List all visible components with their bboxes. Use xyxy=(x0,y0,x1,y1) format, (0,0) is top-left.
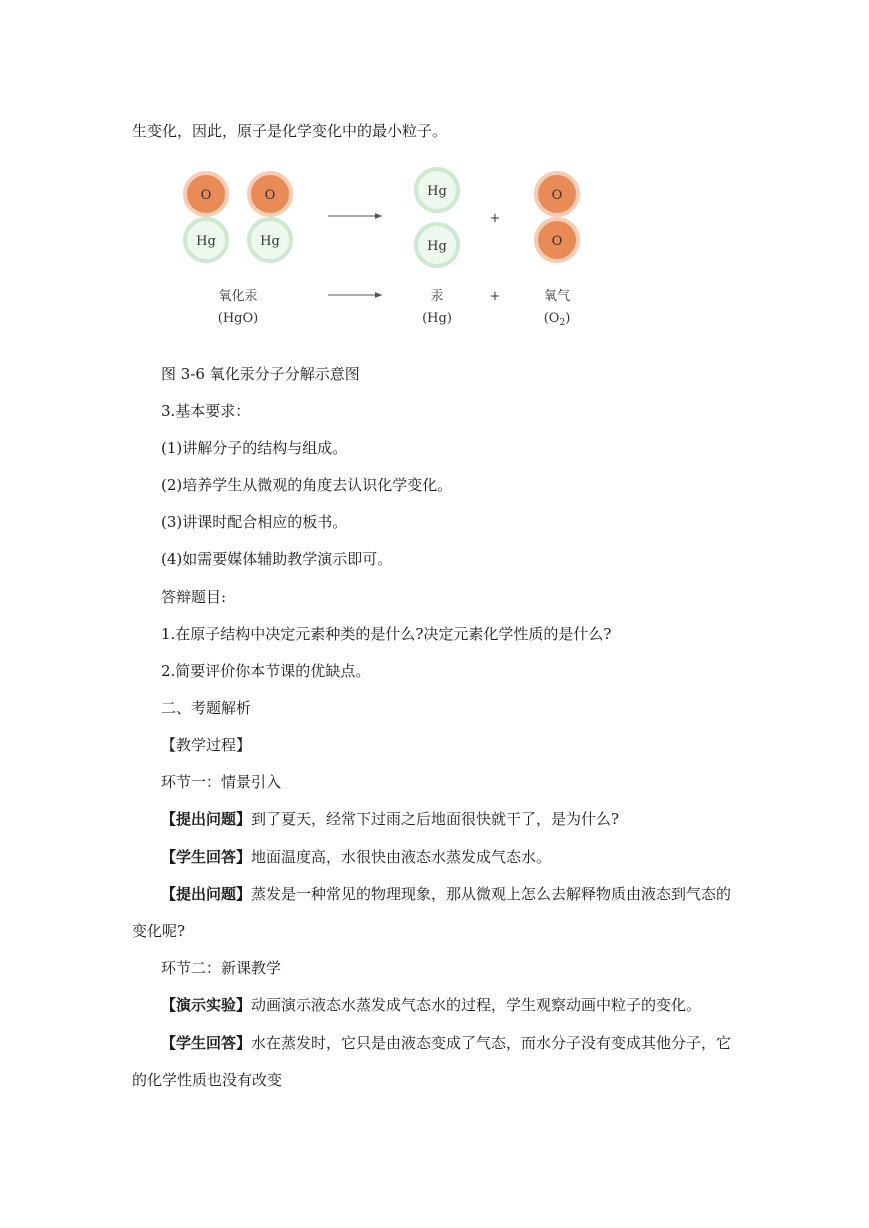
mercury-atom-label: Hg xyxy=(260,234,280,249)
intro-line: 生变化，因此，原子是化学变化中的最小粒子。 xyxy=(132,122,448,140)
question-tag: 【提出问题】 xyxy=(161,810,252,828)
answer-1 xyxy=(161,847,551,867)
question-2 xyxy=(161,884,731,904)
answer-2 xyxy=(161,1033,731,1053)
answer-2-continuation: 的化学性质也没有改变 xyxy=(132,1071,283,1089)
label-hgo-formula: (HgO) xyxy=(217,311,259,326)
mercury-atom-label: Hg xyxy=(427,184,447,199)
reaction-arrow xyxy=(328,292,382,298)
question-1 xyxy=(161,809,619,829)
label-hg-formula: (Hg) xyxy=(422,311,452,326)
demo-experiment xyxy=(161,995,701,1015)
defense-heading: 答辩题目: xyxy=(161,588,227,606)
section-title: 二、考题解析 xyxy=(161,699,252,717)
requirement-item: (4)如需要媒体辅助教学演示即可。 xyxy=(161,550,393,568)
demo-text: 动画演示液态水蒸发成气态水的过程，学生观察动画中粒子的变化。 xyxy=(251,996,702,1014)
stage-2-title: 环节二：新课教学 xyxy=(161,959,282,977)
plus-sign: + xyxy=(489,289,501,304)
answer-text: 地面温度高，水很快由液态水蒸发成气态水。 xyxy=(251,848,552,866)
question-tag: 【提出问题】 xyxy=(161,885,252,903)
oxygen-atom-label: O xyxy=(264,188,276,203)
mercury-atom-label: Hg xyxy=(427,239,447,254)
answer-tag: 【学生回答】 xyxy=(161,848,252,866)
mercury-atom-label: Hg xyxy=(196,234,216,249)
hgo-decomposition-diagram xyxy=(170,165,600,335)
label-hg-name: 汞 xyxy=(430,289,444,304)
question-text: 蒸发是一种常见的物理现象，那从微观上怎么去解释物质由液态到气态的 xyxy=(251,885,732,903)
requirements-heading: 3.基本要求： xyxy=(161,402,251,420)
plus-sign: + xyxy=(489,211,501,226)
process-title: 【教学过程】 xyxy=(161,736,252,754)
label-o2-formula: $(O_2)$ xyxy=(543,311,571,328)
answer-text: 水在蒸发时，它只是由液态变成了气态，而水分子没有变成其他分子，它 xyxy=(251,1034,732,1052)
question-text: 到了夏天，经常下过雨之后地面很快就干了，是为什么? xyxy=(251,810,620,828)
requirement-item: (1)讲解分子的结构与组成。 xyxy=(161,439,348,457)
demo-tag: 【演示实验】 xyxy=(161,996,252,1014)
oxygen-atom-label: O xyxy=(200,188,212,203)
requirement-item: (2)培养学生从微观的角度去认识化学变化。 xyxy=(161,476,453,494)
requirement-item: (3)讲课时配合相应的板书。 xyxy=(161,513,348,531)
oxygen-atom-label: O xyxy=(551,234,563,249)
oxygen-atom-label: O xyxy=(551,188,563,203)
label-hgo-name: 氧化汞 xyxy=(218,289,258,304)
stage-1-title: 环节一：情景引入 xyxy=(161,773,282,791)
reaction-arrow xyxy=(328,213,382,219)
label-o2-name: 氧气 xyxy=(543,289,571,304)
defense-question: 1.在原子结构中决定元素种类的是什么?决定元素化学性质的是什么? xyxy=(161,625,612,643)
defense-question: 2.简要评价你本节课的优缺点。 xyxy=(161,662,371,680)
question-2-continuation: 变化呢? xyxy=(132,922,186,940)
answer-tag: 【学生回答】 xyxy=(161,1034,252,1052)
figure-caption: 图 3-6 氧化汞分子分解示意图 xyxy=(161,365,360,383)
